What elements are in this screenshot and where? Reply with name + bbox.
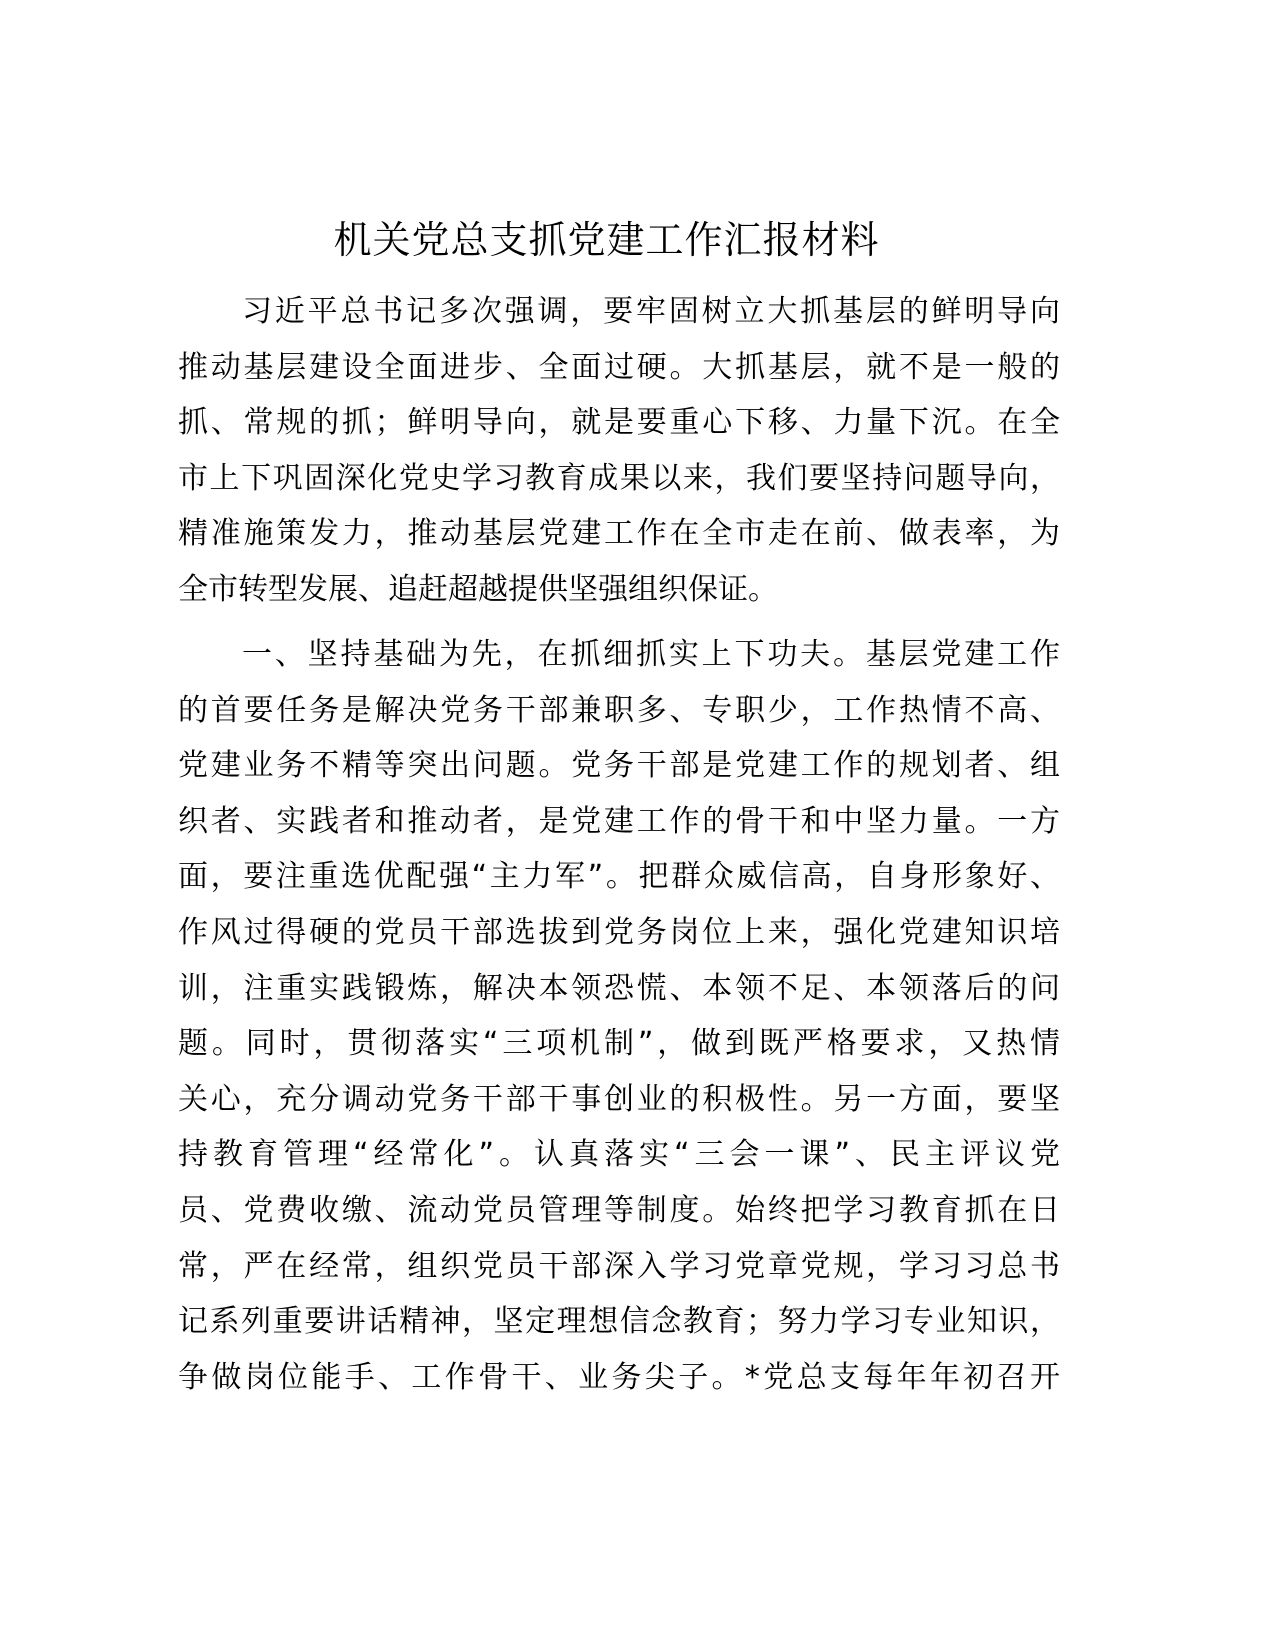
text-line: 持教育管理“经常化”。认真落实“三会一课”、民主评议党 [178, 1137, 1060, 1173]
text-line: 记系列重要讲话精神，坚定理想信念教育；努力学习专业知识， [178, 1304, 1060, 1340]
text-line: 市上下巩固深化党史学习教育成果以来，我们要坚持问题导向， [178, 460, 1060, 496]
text-line: 精准施策发力，推动基层党建工作在全市走在前、做表率，为 [178, 516, 1060, 552]
document-title: 机关党总支抓党建工作汇报材料 [333, 218, 880, 262]
text-line: 关心，充分调动党务干部干事创业的积极性。另一方面，要坚 [178, 1081, 1060, 1117]
text-line: 作风过得硬的党员干部选拔到党务岗位上来，强化党建知识培 [178, 914, 1060, 950]
text-line: 争做岗位能手、工作骨干、业务尖子。*党总支每年年初召开 [178, 1359, 1060, 1395]
text-line: 织者、实践者和推动者，是党建工作的骨干和中坚力量。一方 [178, 803, 1060, 839]
paragraph-intro [178, 284, 1060, 618]
text-line: 习近平总书记多次强调，要牢固树立大抓基层的鲜明导向 [242, 294, 1060, 329]
text-line: 面，要注重选优配强“主力军”。把群众威信高，自身形象好、 [178, 859, 1060, 895]
text-line: 题。同时，贯彻落实“三项机制”，做到既严格要求，又热情 [178, 1026, 1060, 1062]
text-line: 的首要任务是解决党务干部兼职多、专职少，工作热情不高、 [178, 692, 1060, 728]
text-line: 全市转型发展、追赶超越提供坚强组织保证。 [178, 571, 778, 607]
paragraph-section-one [178, 627, 1060, 1405]
text-line: 一、坚持基础为先，在抓细抓实上下功夫。基层党建工作 [242, 637, 1060, 672]
text-line: 党建业务不精等突出问题。党务干部是党建工作的规划者、组 [178, 748, 1060, 784]
text-line: 训，注重实践锻炼，解决本领恐慌、本领不足、本领落后的问 [178, 970, 1060, 1006]
text-line: 常，严在经常，组织党员干部深入学习党章党规，学习习总书 [178, 1248, 1060, 1284]
text-line: 推动基层建设全面进步、全面过硬。大抓基层，就不是一般的 [178, 349, 1060, 385]
text-line: 抓、常规的抓；鲜明导向，就是要重心下移、力量下沉。在全 [178, 405, 1060, 441]
text-line: 员、党费收缴、流动党员管理等制度。始终把学习教育抓在日 [178, 1192, 1060, 1228]
